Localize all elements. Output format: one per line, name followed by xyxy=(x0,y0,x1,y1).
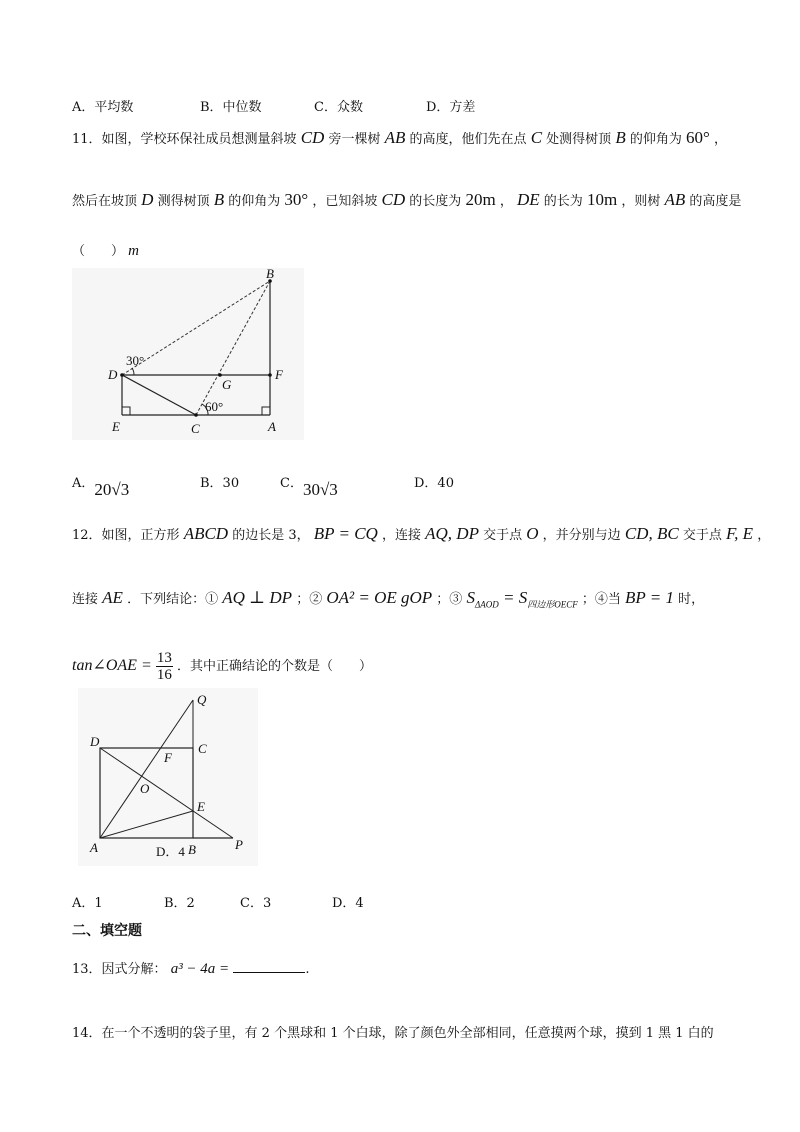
q10-option-c[interactable]: C．众数 xyxy=(314,100,363,115)
text: 的仰角为 xyxy=(228,194,281,209)
math-subscript: ΔAOD xyxy=(474,599,499,610)
text: ， xyxy=(757,528,771,543)
text: 12．如图，正方形 xyxy=(72,528,180,543)
math: ABCD xyxy=(183,524,229,543)
math: B xyxy=(615,128,626,147)
math: AQ ⊥ DP xyxy=(222,588,293,607)
option-value: 30√3 xyxy=(302,480,338,499)
q12-line-1 xyxy=(72,524,770,544)
label-d: D xyxy=(90,734,100,749)
option-label: A． xyxy=(72,476,95,491)
math: D xyxy=(141,190,154,209)
text: 的高度是 xyxy=(689,194,742,209)
figure-background xyxy=(72,268,304,440)
math: a³ − 4a = xyxy=(170,961,230,977)
q12-option-d[interactable]: D．4 xyxy=(332,896,364,911)
q11-option-b[interactable]: B．30 xyxy=(200,476,240,491)
label-f: F xyxy=(275,367,283,382)
math: CD xyxy=(300,128,325,147)
label-f: F xyxy=(164,750,172,765)
math: O xyxy=(526,524,539,543)
q14-line: 14．在一个不透明的袋子里，有 2 个黑球和 1 个白球，除了颜色外全部相同，任意摸两个球，摸到 1 黑 1 白的 xyxy=(72,1026,714,1041)
q12-option-c[interactable]: C．3 xyxy=(240,896,272,911)
q11-option-a[interactable] xyxy=(72,472,130,499)
label-b: B xyxy=(266,268,274,281)
text: 交于点 xyxy=(483,528,523,543)
text: ，并分别与边 xyxy=(542,528,621,543)
point-c xyxy=(194,413,198,417)
fraction-denominator: 16 xyxy=(156,667,172,683)
section-title: 二、填空题 xyxy=(72,923,142,939)
text: ， xyxy=(713,132,727,147)
q12-option-a[interactable]: A．1 xyxy=(72,896,103,911)
option-label: C． xyxy=(280,476,303,491)
label-d: D xyxy=(108,367,118,382)
math-subscript: 四边形OECF xyxy=(527,599,578,610)
label-p: P xyxy=(235,837,243,852)
math: OA² = OE gOP xyxy=(326,588,433,607)
math: 20m xyxy=(465,190,496,209)
text: 11．如图，学校环保社成员想测量斜坡 xyxy=(72,132,297,147)
text: ；④当 xyxy=(581,592,621,607)
math: = S xyxy=(498,588,528,607)
text: ，已知斜坡 xyxy=(312,194,378,209)
math: S xyxy=(466,588,475,607)
text: 的长为 xyxy=(543,194,583,209)
label-c: C xyxy=(191,421,200,436)
math: AE xyxy=(102,588,123,607)
q10-option-d[interactable]: D．方差 xyxy=(426,100,476,115)
text: ．其中正确结论的个数是（ ） xyxy=(177,659,373,674)
text: 交于点 xyxy=(682,528,722,543)
q11-option-c[interactable] xyxy=(280,472,338,499)
point-d xyxy=(120,373,124,377)
math: CD xyxy=(381,190,406,209)
label-b: B xyxy=(188,842,196,857)
text: ．下列结论：① xyxy=(127,592,219,607)
text: 然后在坡顶 xyxy=(72,194,138,209)
point-f xyxy=(268,373,272,377)
q12-line-2 xyxy=(72,588,704,610)
figure-background xyxy=(78,688,258,866)
q11-option-d[interactable]: D．40 xyxy=(414,476,454,491)
label-g: G xyxy=(222,377,232,392)
text: 的高度，他们先在点 xyxy=(409,132,527,147)
text: ，连接 xyxy=(381,528,421,543)
q11-figure xyxy=(72,268,304,440)
answer-blank[interactable] xyxy=(233,960,305,973)
label-e: E xyxy=(197,799,205,814)
math: CD, BC xyxy=(624,524,679,543)
q11-line-2 xyxy=(72,190,741,210)
q12-option-b[interactable]: B．2 xyxy=(164,896,195,911)
figure-note: D．4 xyxy=(156,844,185,859)
text: 连接 xyxy=(72,592,99,607)
math: 10m xyxy=(586,190,618,209)
text: 的仰角为 xyxy=(629,132,682,147)
text: 的边长是 3， xyxy=(232,528,310,543)
text: . xyxy=(305,962,310,977)
label-angle-60: 60° xyxy=(205,399,224,414)
math: 60° xyxy=(686,128,710,147)
math: tan∠OAE = xyxy=(72,657,152,674)
label-a: A xyxy=(268,419,276,434)
math: B xyxy=(213,190,225,209)
math: DE xyxy=(516,190,540,209)
text: 13．因式分解： xyxy=(72,962,167,977)
math: BP = 1 xyxy=(625,588,674,607)
text: 的长度为 xyxy=(409,194,462,209)
q12-line-3 xyxy=(72,650,372,683)
label-a: A xyxy=(90,840,98,855)
label-o: O xyxy=(140,781,150,796)
math: BP = CQ xyxy=(313,524,378,543)
label-q: Q xyxy=(197,692,207,707)
answer-paren: （ ） xyxy=(72,244,125,259)
label-angle-30: 30° xyxy=(126,353,145,368)
q11-line-1 xyxy=(72,128,727,148)
label-e: E xyxy=(112,419,120,434)
text: ；② xyxy=(296,592,323,607)
text: 时， xyxy=(678,592,705,607)
math: m xyxy=(128,243,139,259)
math: C xyxy=(530,128,543,147)
fraction-numerator: 13 xyxy=(156,650,172,666)
q11-line-3 xyxy=(72,240,139,260)
option-value: 20√3 xyxy=(94,480,130,499)
math: AQ, DP xyxy=(425,524,479,543)
q12-figure xyxy=(78,688,258,866)
math: AB xyxy=(664,190,686,209)
label-c: C xyxy=(198,741,207,756)
math: AB xyxy=(384,128,406,147)
q10-option-a[interactable]: A．平均数 xyxy=(72,100,134,115)
math: 30° xyxy=(284,190,309,209)
area-equation xyxy=(466,588,578,610)
text: 旁一棵树 xyxy=(328,132,381,147)
math: F, E xyxy=(725,524,754,543)
text: 处测得树顶 xyxy=(546,132,612,147)
text: 测得树顶 xyxy=(157,194,210,209)
text: ，则树 xyxy=(621,194,661,209)
text: ；③ xyxy=(436,592,463,607)
text: ， xyxy=(499,194,513,209)
fraction xyxy=(156,650,173,683)
q10-option-b[interactable]: B．中位数 xyxy=(200,100,262,115)
q13-line xyxy=(72,958,309,978)
